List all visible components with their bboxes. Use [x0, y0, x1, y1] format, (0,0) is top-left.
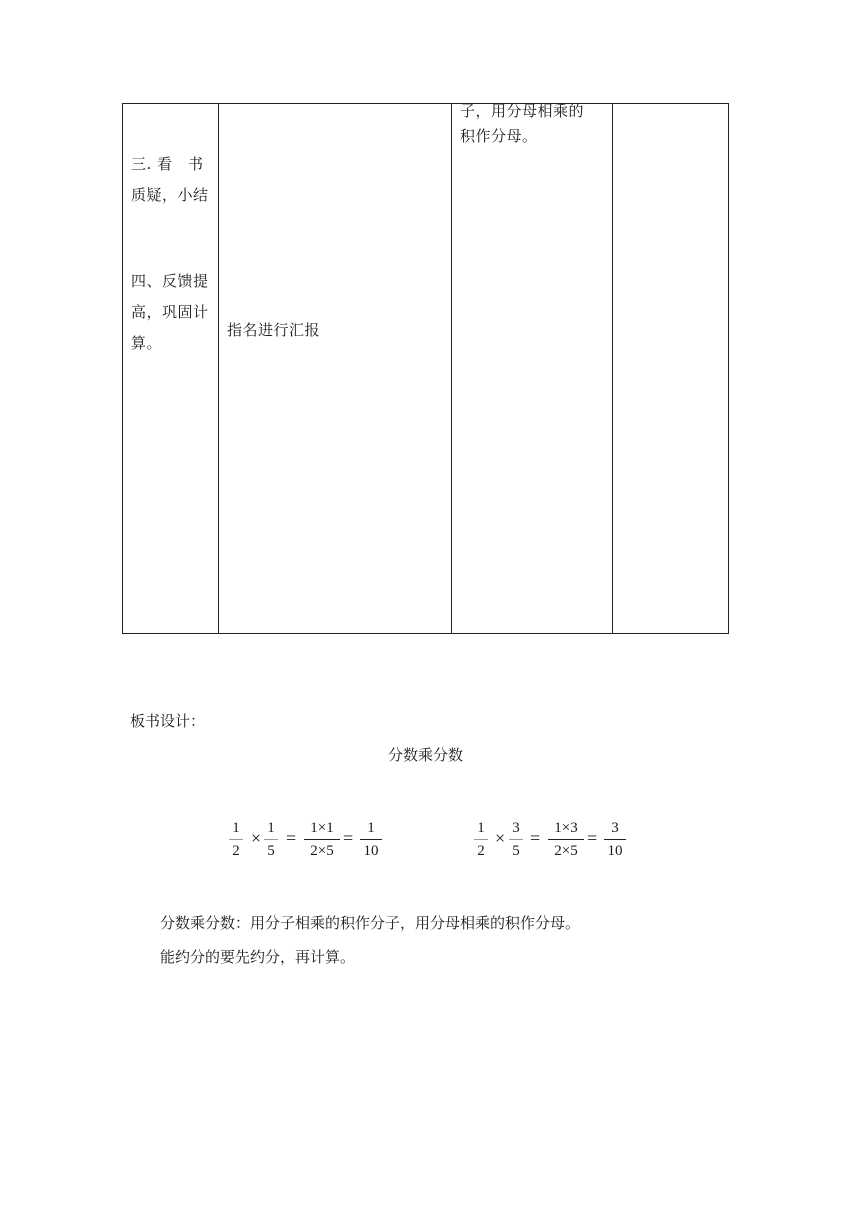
equals-sign: =	[587, 828, 598, 848]
step-line: 质疑，小结	[131, 186, 209, 204]
equals-sign: =	[286, 828, 297, 848]
denominator: 5	[512, 843, 520, 859]
fraction-bar	[264, 839, 278, 840]
fraction	[548, 818, 584, 861]
times-sign: ×	[251, 828, 262, 848]
step-line: 算。	[131, 334, 163, 352]
numerator: 3	[512, 820, 520, 836]
fraction	[604, 818, 626, 861]
denominator: 2	[232, 843, 240, 859]
step-line: 三. 看 书	[131, 155, 204, 173]
times-sign: ×	[495, 828, 506, 848]
board-heading: 板书设计：	[130, 712, 206, 730]
teacher-activity: 指名进行汇报	[227, 321, 321, 339]
numerator: 1	[267, 820, 275, 836]
lesson-table	[122, 103, 729, 634]
fraction-bar	[509, 839, 523, 840]
activity-line: 积作分母。	[460, 127, 538, 145]
rule-text: 分数乘分数：用分子相乘的积作分子，用分母相乘的积作分母。	[160, 914, 581, 932]
step-label	[131, 266, 217, 359]
activity-line: 子，用分母相乘的	[460, 102, 585, 120]
fraction	[474, 818, 488, 861]
numerator: 1	[232, 820, 240, 836]
fraction-bar	[548, 839, 584, 840]
table-divider	[218, 104, 219, 633]
fraction-bar	[474, 839, 488, 840]
denominator: 10	[363, 843, 379, 859]
fraction	[509, 818, 523, 861]
numerator: 3	[611, 820, 619, 836]
fraction	[360, 818, 382, 861]
numerator: 1	[367, 820, 375, 836]
fraction	[264, 818, 278, 861]
numerator: 1×3	[554, 820, 578, 836]
fraction-bar	[229, 839, 243, 840]
step-label	[131, 149, 217, 211]
rule-text: 能约分的要先约分，再计算。	[160, 948, 356, 966]
board-title: 分数乘分数	[388, 746, 464, 764]
fraction	[229, 818, 243, 861]
equals-sign: =	[343, 828, 354, 848]
student-activity	[460, 99, 584, 149]
table-divider	[612, 104, 613, 633]
step-line: 四、反馈提	[131, 272, 209, 290]
table-divider	[451, 104, 452, 633]
denominator: 5	[267, 843, 275, 859]
step-line: 高，巩固计	[131, 303, 209, 321]
numerator: 1	[477, 820, 485, 836]
numerator: 1×1	[310, 820, 334, 836]
denominator: 2×5	[554, 843, 578, 859]
fraction-bar	[604, 839, 626, 840]
denominator: 2×5	[310, 843, 334, 859]
fraction-bar	[304, 839, 340, 840]
denominator: 10	[607, 843, 623, 859]
equals-sign: =	[530, 828, 541, 848]
fraction-bar	[360, 839, 382, 840]
fraction	[304, 818, 340, 861]
denominator: 2	[477, 843, 485, 859]
